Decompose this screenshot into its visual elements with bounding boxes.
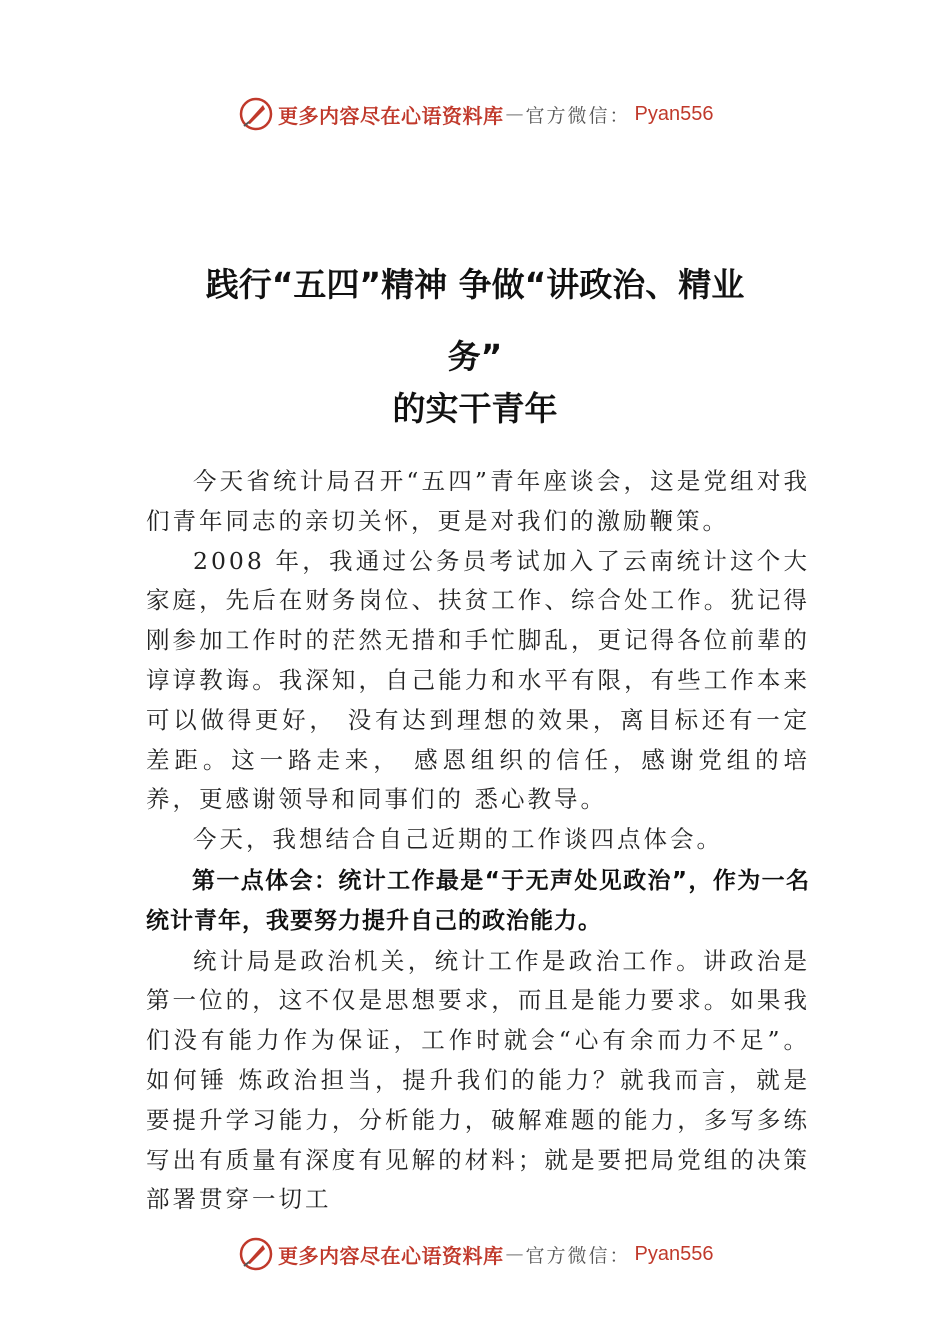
wechat-label: 官方微信： (525, 1244, 631, 1267)
wechat-id: Pyan556 (634, 102, 714, 125)
paragraph-experience: 2008 年，我通过公务员考试加入了云南统计这个大家庭，先后在财务岗位、扶贫工作、综合处工作。犹记得刚参加工作时的茫然无措和手忙脚乱，更记得各位前辈的谆谆教诲。我深知，自己能力和水平有限，有些工作本来可以做得更好， 没有达到理想的效果，离目标还有一定差距。这一路走来， 感恩组织的信任，感谢党组的培养，更感谢领导和同事们的 悉心教导。 (146, 546, 810, 814)
separator-dash: — (505, 103, 524, 125)
paragraph-transition: 今天，我想结合自己近期的工作谈四点体会。 (193, 825, 723, 854)
wechat-id: Pyan556 (634, 1242, 714, 1265)
promo-text: 更多内容尽在心语资料库 (278, 103, 504, 128)
footer-watermark (238, 1234, 738, 1274)
document-title-line-3: 的实干青年 (392, 389, 558, 428)
separator-dash: — (505, 1243, 524, 1265)
quill-pen-logo-icon (238, 96, 274, 132)
header-watermark (238, 94, 738, 134)
section-heading-1: 第一点体会：统计工作最是“于无声处见政治”，作为一名统计青年，我要努力提升自己的政治能力。 (146, 867, 810, 934)
quill-pen-logo-icon (238, 1236, 274, 1272)
paragraph-political-ability: 统计局是政治机关，统计工作是政治工作。讲政治是第一位的，这不仅是思想要求，而且是能力要求。如果我们没有能力作为保证，工作时就会“心有余而力不足”。如何锤 炼政治担当，提升我们的能力？就我而言，就是要提升学习能力，分析能力，破解难题的能力，多写多练写出有质量有深度有见解的材料；就是要把局党组的决策部署贯穿一切工 (146, 946, 810, 1214)
document-body (146, 462, 810, 1220)
wechat-label: 官方微信： (525, 104, 631, 127)
paragraph-intro: 今天省统计局召开“五四”青年座谈会，这是党组对我们青年同志的亲切关怀，更是对我们的激励鞭策。 (146, 467, 810, 535)
document-title-line-1: 践行“五四”精神 争做“讲政治、精业 (205, 265, 745, 304)
promo-text: 更多内容尽在心语资料库 (278, 1243, 504, 1268)
document-title-line-2: 务” (447, 337, 503, 376)
